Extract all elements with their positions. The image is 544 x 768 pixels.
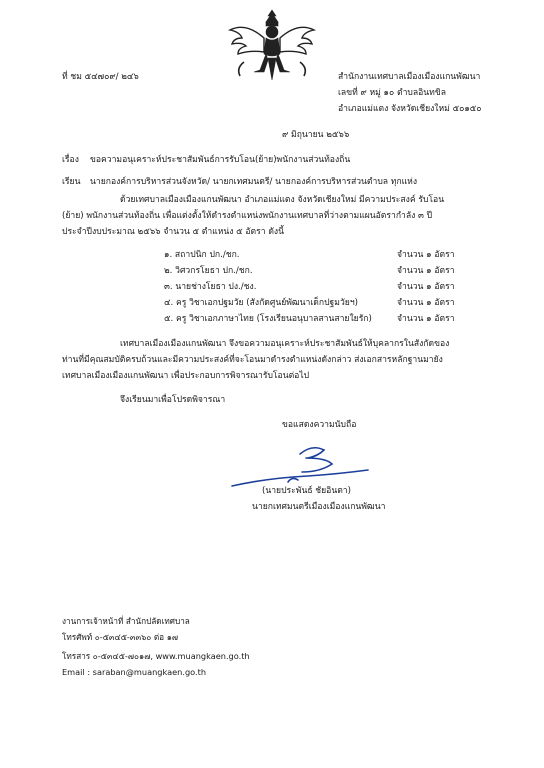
office-address-line: อำเภอแม่แตง จังหวัดเชียงใหม่ ๕๐๑๕๐ xyxy=(338,104,482,114)
position-list-item xyxy=(0,298,544,311)
footer-department: งานการเจ้าหน้าที่ สำนักปลัดเทศบาล xyxy=(62,616,190,626)
signer-title: นายกเทศมนตรีเมืองเมืองแกนพัฒนา xyxy=(252,502,386,512)
footer-email: Email : saraban@muangkaen.go.th xyxy=(62,667,207,677)
position-name: ๕. ครู วิชาเอกภาษาไทย (โรงเรียนอนุบาลสานสายใยรัก) xyxy=(164,314,372,324)
position-quantity: จำนวน ๑ อัตรา xyxy=(397,282,455,292)
letter-date: ๙ มิถุนายน ๒๕๖๖ xyxy=(282,130,350,140)
position-list-item xyxy=(0,266,544,279)
body-paragraph-line: ประจำปีงบประมาณ ๒๕๖๖ จำนวน ๕ ตำแหน่ง ๕ อัตรา ดังนี้ xyxy=(62,227,284,237)
body-paragraph-line: (ย้าย) พนักงานส่วนท้องถิ่น เพื่อแต่งตั้งให้ดำรงตำแหน่งพนักงานเทศบาลที่ว่างตามแผนอัตรากำลัง ๓ ปี xyxy=(62,211,433,221)
recipient-text: นายกองค์การบริหารส่วนจังหวัด/ นายกเทศมนตรี/ นายกองค์การบริหารส่วนตำบล ทุกแห่ง xyxy=(90,177,418,187)
closing-salutation: ขอแสดงความนับถือ xyxy=(282,420,357,430)
signer-name: (นายประพันธ์ ชัยอินตา) xyxy=(262,486,351,496)
position-quantity: จำนวน ๑ อัตรา xyxy=(397,314,455,324)
office-address-line: เลขที่ ๙ หมู่ ๑๐ ตำบลอินทขิล xyxy=(338,88,446,98)
body-paragraph-line: ด้วยเทศบาลเมืองเมืองแกนพัฒนา อำเภอแม่แตง จังหวัดเชียงใหม่ มีความประสงค์ รับโอน xyxy=(120,195,445,205)
footer-phone: โทรศัพท์ ๐-๕๓๔๕-๓๓๖๐ ต่อ ๑๗ xyxy=(62,632,179,642)
body-paragraph-line: ท่านที่มีคุณสมบัติครบถ้วนและมีความประสงค์ที่จะโอนมาดำรงตำแหน่งดังกล่าว ส่งเอกสารหลักฐานมายัง xyxy=(62,355,443,365)
position-list-item xyxy=(0,282,544,295)
subject-text: ขอความอนุเคราะห์ประชาสัมพันธ์การรับโอน(ย้าย)พนักงานส่วนท้องถิ่น xyxy=(90,155,351,165)
position-quantity: จำนวน ๑ อัตรา xyxy=(397,250,455,260)
office-name: สำนักงานเทศบาลเมืองเมืองแกนพัฒนา xyxy=(338,72,481,82)
position-quantity: จำนวน ๑ อัตรา xyxy=(397,266,455,276)
garuda-emblem-icon xyxy=(226,8,318,84)
recipient-label: เรียน xyxy=(62,177,81,187)
body-paragraph-line: เทศบาลเมืองเมืองแกนพัฒนา จึงขอความอนุเคราะห์ประชาสัมพันธ์ให้บุคลากรในสังกัดของ xyxy=(120,339,450,349)
body-paragraph-line: เทศบาลเมืองเมืองแกนพัฒนา เพื่อประกอบการพิจารณารับโอนต่อไป xyxy=(62,371,310,381)
reference-number: ที่ ชม ๕๔๗๐๙/ ๒๔๖ xyxy=(62,72,139,82)
footer-fax: โทรสาร ๐-๕๓๔๕-๗๐๑๗, www.muangkaen.go.th xyxy=(62,651,250,661)
position-name: ๒. วิศวกรโยธา ปก./ชก. xyxy=(164,266,253,276)
position-name: ๔. ครู วิชาเอกปฐมวัย (สังกัดศูนย์พัฒนาเด็กปฐมวัยฯ) xyxy=(164,298,358,308)
position-list-item xyxy=(0,314,544,327)
position-quantity: จำนวน ๑ อัตรา xyxy=(397,298,455,308)
closing-request: จึงเรียนมาเพื่อโปรดพิจารณา xyxy=(120,395,226,405)
position-list-item xyxy=(0,250,544,263)
position-name: ๑. สถาปนิก ปก./ชก. xyxy=(164,250,240,260)
subject-label: เรื่อง xyxy=(62,155,79,165)
position-name: ๓. นายช่างโยธา ปง./ชง. xyxy=(164,282,257,292)
